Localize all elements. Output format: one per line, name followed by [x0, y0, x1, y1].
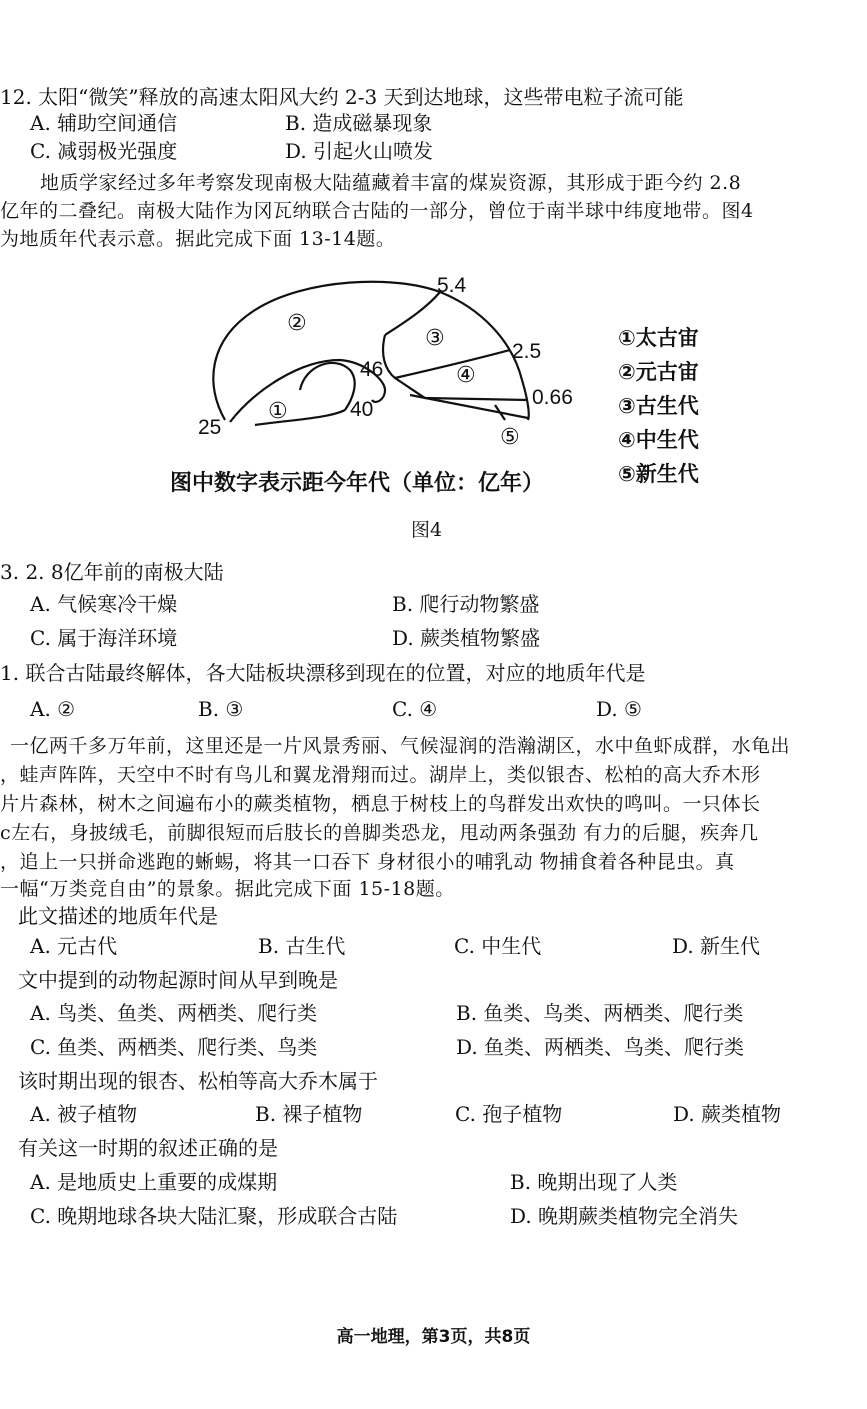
q18-option-c: C. 晚期地球各块大陆汇聚，形成联合古陆 — [30, 1204, 398, 1228]
q17-option-b: B. 裸子植物 — [255, 1102, 363, 1126]
legend-proterozoic: ②元古宙 — [618, 360, 699, 384]
legend-cenozoic: ⑤新生代 — [618, 462, 699, 486]
q16-option-d: D. 鱼类、两栖类、鸟类、爬行类 — [456, 1035, 745, 1059]
q14-option-a: A. ② — [30, 697, 76, 721]
q17-option-d: D. 蕨类植物 — [673, 1102, 782, 1126]
q18-option-d: D. 晚期蕨类植物完全消失 — [510, 1204, 739, 1228]
q13-option-c: C. 属于海洋环境 — [30, 626, 178, 650]
fig-number-25: 25 — [198, 416, 222, 439]
q16-stem: 文中提到的动物起源时间从早到晚是 — [18, 968, 338, 992]
region-mark-4: ④ — [456, 362, 476, 387]
intro2-line-1: 一亿两千多万年前，这里还是一片风景秀丽、气候湿润的浩瀚湖区，水中鱼虾成群，水龟出 — [10, 735, 791, 757]
intro1-line-3: 为地质年代表示意。据此完成下面 13-14题。 — [0, 228, 396, 250]
q15-stem: 此文描述的地质年代是 — [18, 904, 218, 928]
fig-number-40: 40 — [350, 398, 374, 421]
q13-option-d: D. 蕨类植物繁盛 — [392, 626, 541, 650]
intro2-line-3: 片片森林，树木之间遍布小的蕨类植物，栖息于树枝上的鸟群发出欢快的鸣叫。一只体长 — [0, 793, 761, 815]
q13-stem: 3. 2. 8亿年前的南极大陆 — [0, 560, 224, 584]
q14-option-d: D. ⑤ — [596, 697, 642, 721]
intro2-line-4: c左右，身披绒毛，前脚很短而后肢长的兽脚类恐龙，甩动两条强劲 有力的后腿，疾奔几 — [0, 822, 759, 844]
q15-option-a: A. 元古代 — [30, 934, 118, 958]
page-footer: 高一地理，第3页，共8页 — [336, 1327, 531, 1347]
q15-option-b: B. 古生代 — [258, 934, 346, 958]
q18-option-a: A. 是地质史上重要的成煤期 — [30, 1170, 278, 1194]
q15-option-d: D. 新生代 — [672, 934, 761, 958]
q12-option-b: B. 造成磁暴现象 — [285, 111, 433, 135]
q13-option-a: A. 气候寒冷干燥 — [30, 592, 178, 616]
fig-number-0-66: 0.66 — [532, 386, 573, 409]
q12-option-d: D. 引起火山喷发 — [285, 139, 434, 163]
fig-number-2-5: 2.5 — [512, 340, 542, 363]
intro1-line-2: 亿年的二叠纪。南极大陆作为冈瓦纳联合古陆的一部分，曾位于南半球中纬度地带。图4 — [0, 200, 754, 222]
q17-option-a: A. 被子植物 — [30, 1102, 138, 1126]
q12-option-a: A. 辅助空间通信 — [30, 111, 178, 135]
q16-option-a: A. 鸟类、鱼类、两栖类、爬行类 — [30, 1001, 318, 1025]
q16-option-c: C. 鱼类、两栖类、爬行类、鸟类 — [30, 1035, 318, 1059]
q16-option-b: B. 鱼类、鸟类、两栖类、爬行类 — [456, 1001, 744, 1025]
q18-option-b: B. 晚期出现了人类 — [510, 1170, 678, 1194]
intro1-line-1: 地质学家经过多年考察发现南极大陆蕴藏着丰富的煤炭资源，其形成于距今约 2.8 — [40, 172, 742, 194]
fig-number-5-4: 5.4 — [437, 274, 467, 297]
q13-option-b: B. 爬行动物繁盛 — [392, 592, 540, 616]
figure-caption: 图中数字表示距今年代（单位：亿年） — [170, 471, 545, 496]
region-mark-1: ① — [268, 398, 288, 423]
q12-option-c: C. 减弱极光强度 — [30, 139, 178, 163]
figure-label: 图4 — [411, 519, 443, 541]
fig-number-46: 46 — [360, 358, 384, 381]
spiral-inner-loop — [300, 363, 355, 410]
q17-option-c: C. 孢子植物 — [455, 1102, 563, 1126]
q17-stem: 该时期出现的银杏、松柏等高大乔木属于 — [18, 1069, 378, 1093]
region-mark-2: ② — [287, 310, 307, 335]
q12-stem: 12. 太阳“微笑”释放的高速太阳风大约 2-3 天到达地球，这些带电粒子流可能 — [0, 85, 684, 109]
geologic-time-spiral-figure — [0, 270, 867, 470]
legend-paleozoic: ③古生代 — [618, 394, 699, 418]
q14-option-c: C. ④ — [392, 697, 438, 721]
q14-option-b: B. ③ — [198, 697, 244, 721]
intro2-line-6: 一幅“万类竞自由”的景象。据此完成下面 15-18题。 — [0, 878, 455, 900]
region-mark-3: ③ — [425, 325, 445, 350]
legend-mesozoic: ④中生代 — [618, 428, 699, 452]
intro2-line-5: ，追上一只拼命逃跑的蜥蜴，将其一口吞下 身材很小的哺乳动 物捕食着各种昆虫。真 — [0, 851, 735, 873]
q15-option-c: C. 中生代 — [454, 934, 542, 958]
q14-stem: 1. 联合古陆最终解体，各大陆板块漂移到现在的位置，对应的地质年代是 — [0, 661, 646, 685]
divider-2-5 — [383, 335, 510, 378]
legend-archean: ①太古宙 — [618, 326, 699, 350]
region-mark-5: ⑤ — [500, 424, 520, 449]
intro2-line-2: ，蛙声阵阵，天空中不时有鸟儿和翼龙滑翔而过。湖岸上，类似银杏、松柏的高大乔木形 — [0, 764, 761, 786]
q18-stem: 有关这一时期的叙述正确的是 — [18, 1136, 278, 1160]
